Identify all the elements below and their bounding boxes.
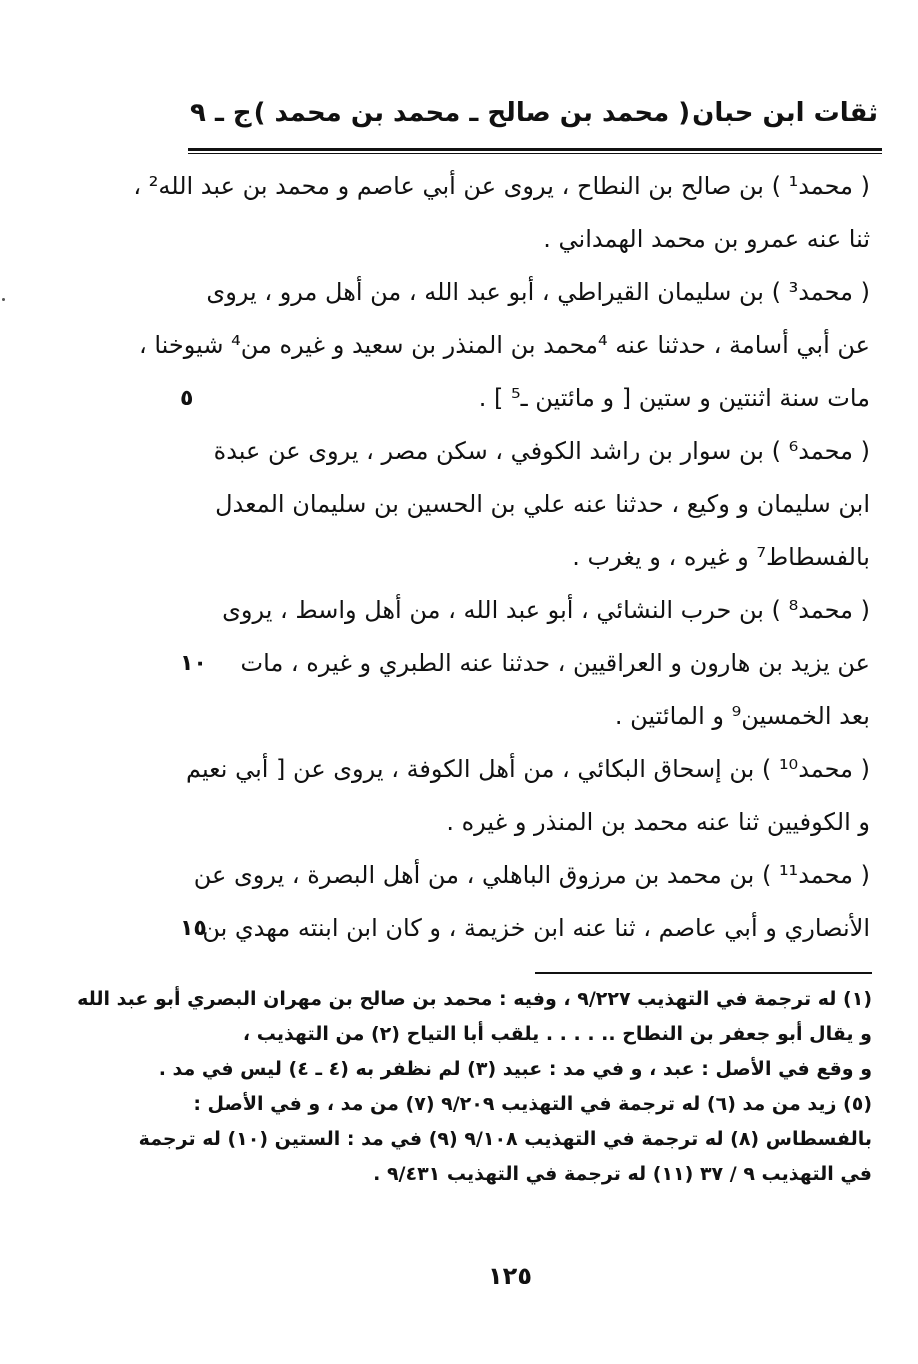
text-line: ثنا عنه عمرو بن محمد الهمداني . [543,225,870,253]
running-header [190,88,878,138]
main-text [133,160,872,955]
text-line: بعد الخمسين⁹ و المائتين . [614,702,870,730]
text-line: ( محمد³ ) بن سليمان القيراطي ، أبو عبد الله ، من أهل مرو ، يروى [206,278,870,306]
footnotes [77,982,872,1192]
text-line: ( محمد⁶ ) بن سوار بن راشد الكوفي ، سكن مصر ، يروى عن عبدة [213,437,870,465]
footnote-rule [535,972,872,974]
line-number-marker: ١٥ [180,916,207,941]
text-line: بالفسطاط⁷ و غيره ، و يغرب . [572,543,870,571]
text-line: ( محمد⁸ ) بن حرب النشائي ، أبو عبد الله ، من أهل واسط ، يروى [222,596,870,624]
text-line: ( محمد¹¹ ) بن محمد بن مرزوق الباهلي ، من أهل البصرة ، يروى عن [193,861,870,889]
page-number: ١٢٥ [488,1262,532,1290]
footnote-line: بالفسطاس (٨) له ترجمة في التهذيب ٩/١٠٨ (٩) في مد : الستين (١٠) له ترجمة [138,1128,872,1150]
footnote-line: و يقال أبو جعفر بن النطاح .. . . . . يلقب أبا التياح (٢) من التهذيب ، [242,1023,872,1045]
text-line: و الكوفيين ثنا عنه محمد بن المنذر و غيره . [446,808,870,836]
header-rule-thick [188,148,882,151]
text-line: ابن سليمان و وكيع ، حدثنا عنه علي بن الحسين بن سليمان المعدل [215,490,870,518]
line-number-marker: ٥ [180,386,194,411]
footnote-line: (١) له ترجمة في التهذيب ٩/٢٢٧ ، وفيه : محمد بن صالح بن مهران البصري أبو عبد الله [77,988,872,1010]
volume-label: ج ـ ٩ [190,98,252,128]
footnote-line: (٥) زيد من مد (٦) له ترجمة في التهذيب ٩/٢٠٩ (٧) من مد ، و في الأصل : [193,1093,872,1115]
text-line: مات سنة اثنتين و ستين [ و مائتين ـ⁵ ] . ٥ [172,372,872,425]
text-line: عن أبي أسامة ، حدثنا عنه ⁴محمد بن المنذر بن سعيد و غيره من⁴ شيوخنا ، [138,331,870,359]
text-line: ( محمد¹⁰ ) بن إسحاق البكائي ، من أهل الكوفة ، يروى عن [ أبي نعيم [185,755,870,783]
text-line: عن يزيد بن هارون و العراقيين ، حدثنا عنه الطبري و غيره ، مات ١٠ [172,637,872,690]
header-rule-thin [188,153,882,154]
text-line: الأنصاري و أبي عاصم ، ثنا عنه ابن خزيمة ، و كان ابن ابنته مهدي بن ١٥ [172,902,872,955]
section-title: ( محمد بن صالح ـ محمد بن محمد ) [253,98,691,128]
book-title: ثقات ابن حبان [692,98,878,128]
footnote-line: في التهذيب ٩ / ٣٧ (١١) له ترجمة في التهذيب ٩/٤٣١ . [373,1163,872,1185]
scan-speck [2,298,5,301]
text-line: ( محمد¹ ) بن صالح بن النطاح ، يروى عن أبي عاصم و محمد بن عبد الله² ، [133,172,870,200]
footnote-line: و وقع في الأصل : عبد ، و في مد : عبيد (٣) لم نظفر به (٤ ـ ٤) ليس في مد . [158,1058,872,1080]
line-number-marker: ١٠ [180,651,207,676]
